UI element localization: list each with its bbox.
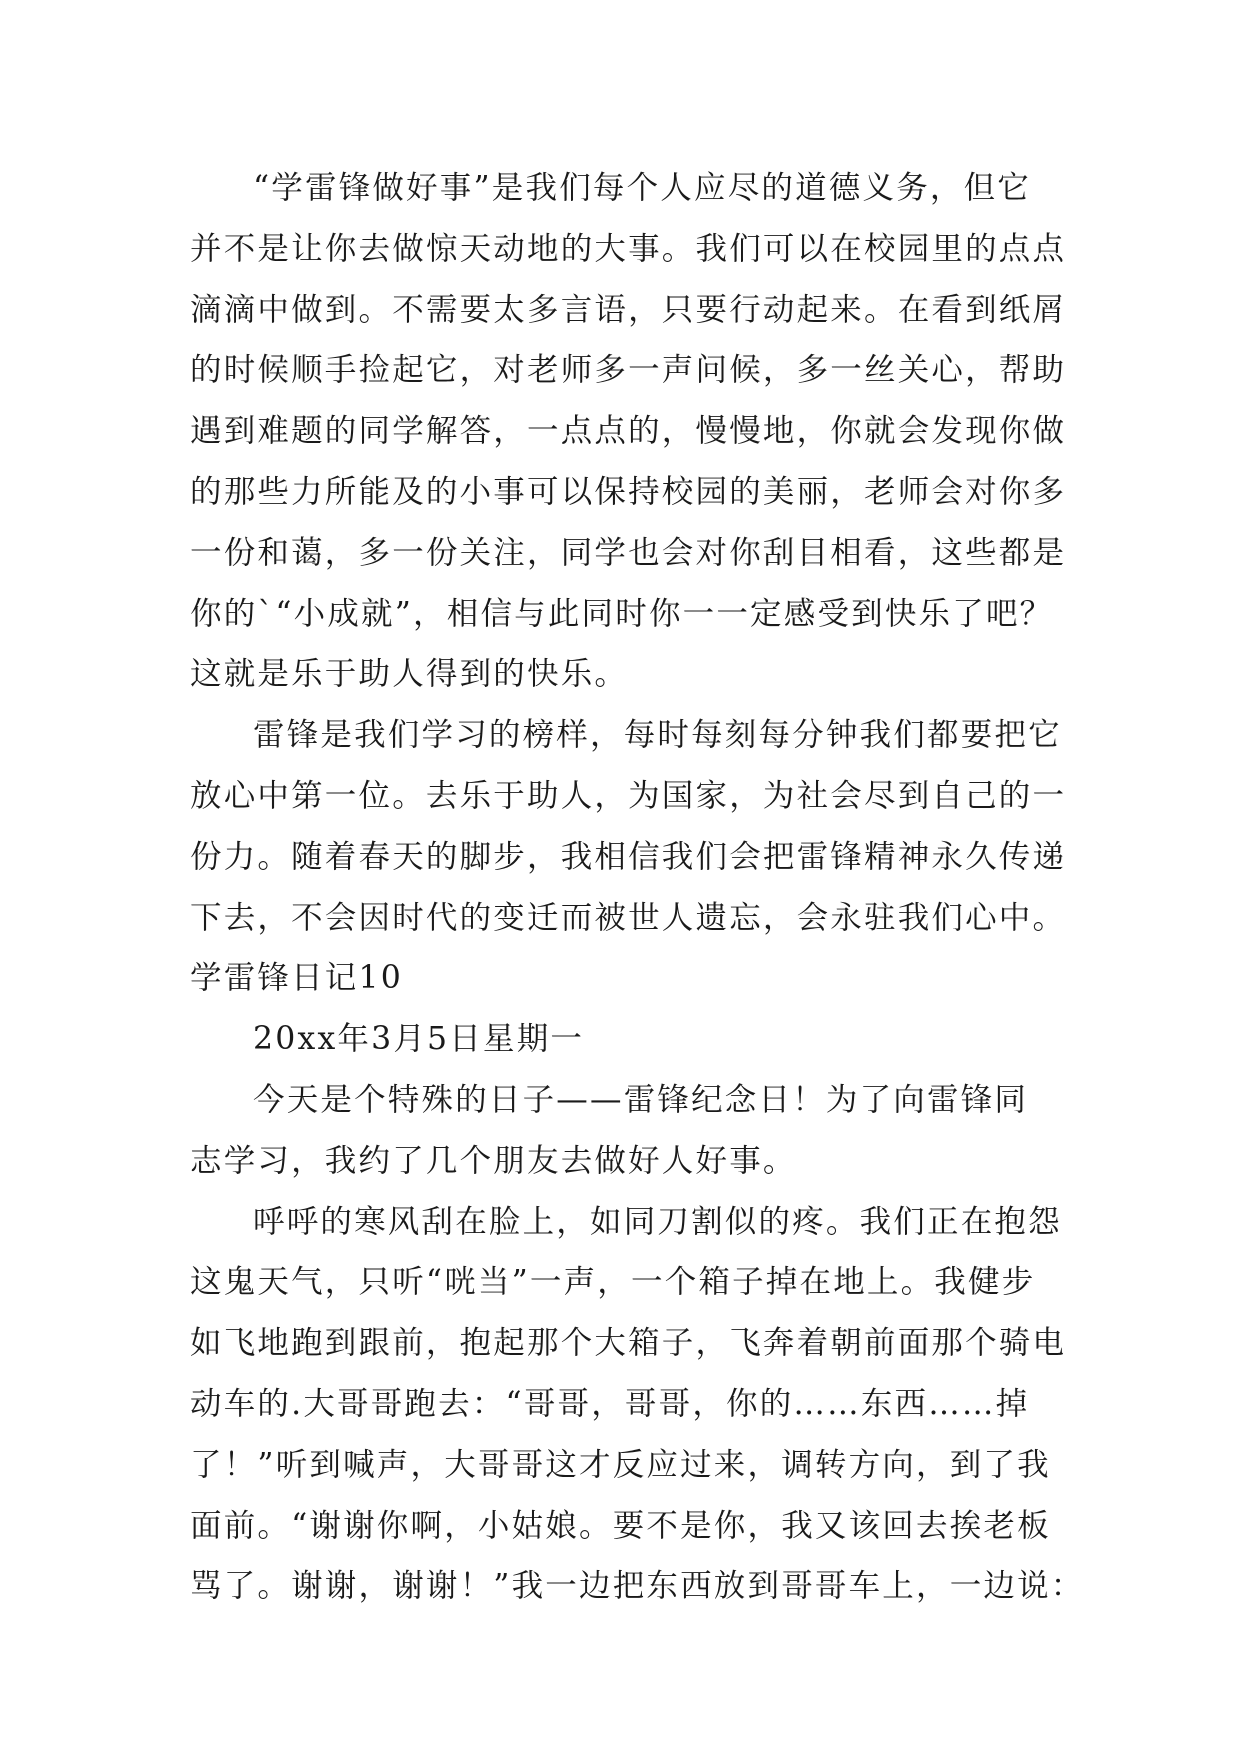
text-line: “学雷锋做好事”是我们每个人应尽的道德义务，但它 bbox=[253, 170, 1032, 206]
text-line: 一份和蔼，多一份关注，同学也会对你刮目相看，这些都是 bbox=[190, 534, 1067, 571]
text-line: 今天是个特殊的日子——雷锋纪念日！为了向雷锋同 bbox=[253, 1081, 1029, 1118]
text-line: 动车的.大哥哥跑去：“哥哥，哥哥，你的……东西……掉 bbox=[190, 1385, 1030, 1422]
text-line: 这鬼天气，只听“咣当”一声，一个箱子掉在地上。我健步 bbox=[190, 1264, 1036, 1301]
text-line: 下去，不会因时代的变迁而被世人遗忘，会永驻我们心中。 bbox=[190, 899, 1067, 936]
text-line: 的时候顺手捡起它，对老师多一声问候，多一丝关心，帮助 bbox=[190, 352, 1067, 389]
text-line: 雷锋是我们学习的榜样，每时每刻每分钟我们都要把它 bbox=[253, 717, 1062, 754]
text-line: 骂了。谢谢，谢谢！”我一边把东西放到哥哥车上，一边说： bbox=[190, 1568, 1085, 1605]
text-line: 份力。随着春天的脚步，我相信我们会把雷锋精神永久传递 bbox=[190, 838, 1067, 875]
text-line: 20xx年3月5日星期一 bbox=[253, 1021, 585, 1058]
text-line: 遇到难题的同学解答，一点点的，慢慢地，你就会发现你做 bbox=[190, 413, 1067, 450]
text-line: 的那些力所能及的小事可以保持校园的美丽，老师会对你多 bbox=[190, 473, 1067, 510]
text-line: 了！”听到喊声，大哥哥这才反应过来，调转方向，到了我 bbox=[190, 1446, 1051, 1483]
document-body bbox=[190, 158, 1085, 1617]
text-line: 并不是让你去做惊天动地的大事。我们可以在校园里的点点 bbox=[190, 230, 1067, 267]
text-line: 志学习，我约了几个朋友去做好人好事。 bbox=[190, 1142, 797, 1179]
text-line: 学雷锋日记10 bbox=[190, 960, 403, 997]
text-line: 你的`“小成就”，相信与此同时你一一定感受到快乐了吧？ bbox=[190, 595, 1054, 632]
text-line: 如飞地跑到跟前，抱起那个大箱子，飞奔着朝前面那个骑电 bbox=[190, 1325, 1067, 1362]
text-line: 面前。“谢谢你啊，小姑娘。要不是你，我又该回去挨老板 bbox=[190, 1507, 1051, 1544]
text-line: 这就是乐于助人得到的快乐。 bbox=[190, 656, 629, 693]
text-line: 呼呼的寒风刮在脸上，如同刀割似的疼。我们正在抱怨 bbox=[253, 1203, 1062, 1240]
text-line: 放心中第一位。去乐于助人，为国家，为社会尽到自己的一 bbox=[190, 777, 1067, 814]
text-line: 滴滴中做到。不需要太多言语，只要行动起来。在看到纸屑 bbox=[190, 291, 1067, 328]
